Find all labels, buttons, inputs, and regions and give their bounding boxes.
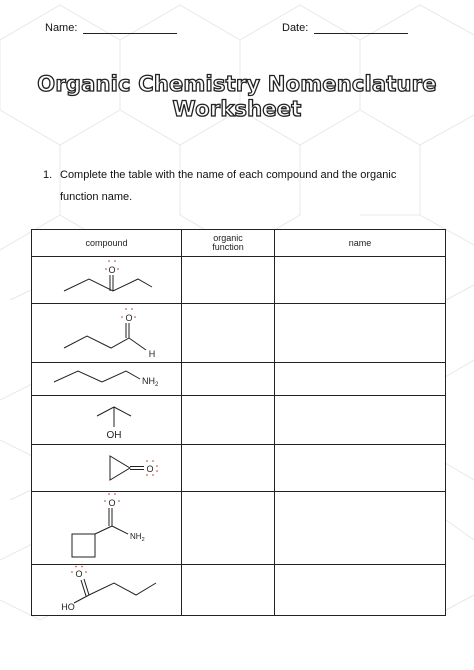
compound-cell-carboxylic-acid (32, 565, 182, 616)
date-field[interactable] (282, 22, 408, 34)
structure-cyclopropanone (32, 445, 182, 491)
compound-cell-ketone (32, 257, 182, 304)
table-header-row (32, 230, 446, 257)
organic-function-answer-cell[interactable] (182, 445, 275, 492)
table-row (32, 304, 446, 363)
compound-cell-alcohol (32, 396, 182, 445)
oxygen-label: O (146, 464, 154, 474)
name-answer-cell[interactable] (275, 492, 446, 565)
date-blank-line[interactable] (314, 22, 408, 34)
structure-isopropanol (32, 396, 182, 444)
organic-function-answer-cell[interactable] (182, 565, 275, 616)
header-organic-function-line2: function (212, 242, 244, 252)
oxygen-label: O (108, 498, 116, 508)
name-answer-cell[interactable] (275, 363, 446, 396)
date-label: Date: (282, 22, 309, 34)
hydroxyl-label: OH (106, 430, 122, 441)
structure-butanal (32, 304, 182, 362)
organic-function-answer-cell[interactable] (182, 257, 275, 304)
oxygen-label: O (125, 313, 133, 323)
table-row (32, 257, 446, 304)
worksheet-title-line1: Organic Chemistry Nomenclature (37, 72, 437, 96)
hydroxyl-label: HO (61, 602, 75, 612)
compound-table (31, 229, 446, 616)
name-blank-line[interactable] (83, 22, 177, 34)
name-answer-cell[interactable] (275, 396, 446, 445)
question-text: Complete the table with the name of each compound and the organic function name. (60, 169, 397, 203)
structure-cyclobutanecarboxamide (32, 492, 182, 564)
hydrogen-label: H (148, 349, 156, 359)
amine-n-label: NH (142, 376, 155, 386)
header-organic-function (182, 230, 275, 257)
organic-function-answer-cell[interactable] (182, 492, 275, 565)
table-row (32, 492, 446, 565)
organic-function-answer-cell[interactable] (182, 363, 275, 396)
name-answer-cell[interactable] (275, 445, 446, 492)
compound-cell-amide (32, 492, 182, 565)
amide-n-label: NH (130, 532, 142, 541)
table-row (32, 565, 446, 616)
question-number: 1. (43, 169, 53, 181)
name-answer-cell[interactable] (275, 304, 446, 363)
organic-function-answer-cell[interactable] (182, 396, 275, 445)
amide-label (130, 532, 145, 543)
amine-subscript-label: 2 (155, 382, 159, 388)
name-field[interactable] (45, 22, 177, 34)
compound-cell-cyclopropanone (32, 445, 182, 492)
header-compound: compound (32, 230, 182, 257)
header-name: name (275, 230, 446, 257)
header-organic-function-line1: organic (213, 233, 243, 243)
table-row (32, 396, 446, 445)
name-answer-cell[interactable] (275, 565, 446, 616)
amine-label (142, 376, 159, 388)
table-row (32, 445, 446, 492)
structure-butylamine (32, 363, 182, 395)
compound-cell-aldehyde (32, 304, 182, 363)
oxygen-label: O (75, 569, 83, 579)
oxygen-label: O (108, 265, 116, 275)
structure-butanone (32, 257, 182, 303)
compound-cell-amine (32, 363, 182, 396)
table-row (32, 363, 446, 396)
worksheet-title-line2: Worksheet (172, 97, 302, 121)
structure-butanoic-acid (32, 565, 182, 615)
amide-subscript-label: 2 (141, 537, 145, 543)
name-label: Name: (45, 22, 78, 34)
name-answer-cell[interactable] (275, 257, 446, 304)
organic-function-answer-cell[interactable] (182, 304, 275, 363)
